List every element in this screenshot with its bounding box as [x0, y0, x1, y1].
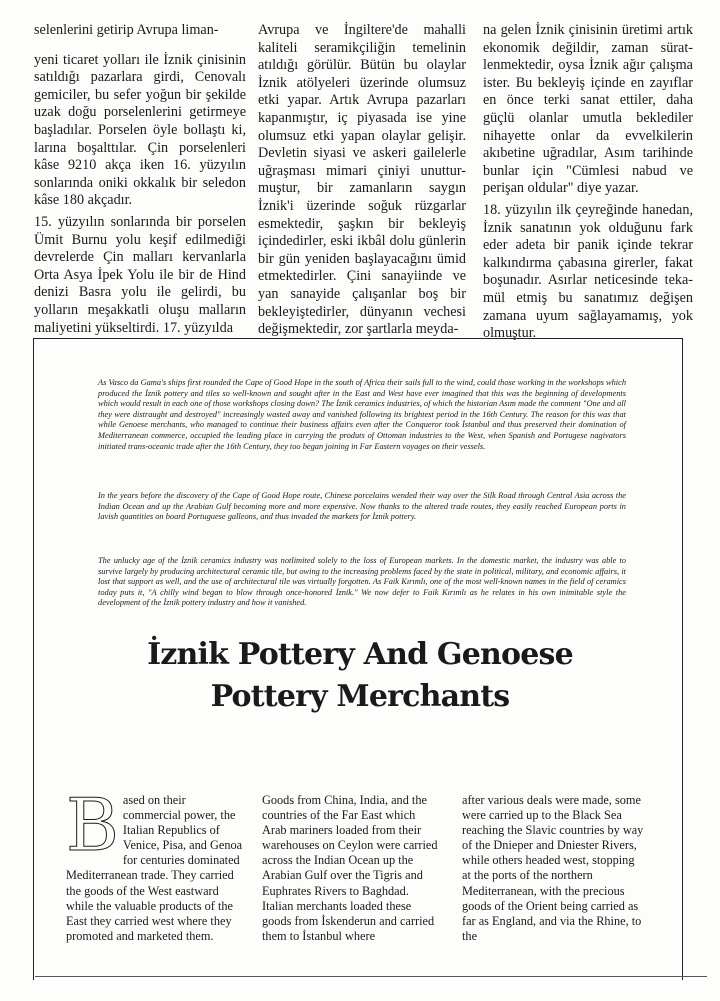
- paragraph: Goods from China, India, and the countries of the Far East which Arab mariners loaded from their warehouses on Ceylon were carried across the Indian Ocean up the Arabian Gulf over the Tigris and Euphrates Rivers to Baghdad. Italian merchants loaded these goods from İskenderun and carried them to İstanbul where: [262, 793, 438, 943]
- paragraph: 18. yüzyılın ilk çeyreğinde hanedan, İznik sanatının yok olduğunu fark eder adeta bir panik içinde tekrar kalkındırma çabasına girerler, fakat boşunadır. Asırlar neticesinde teka-mül etmiş bu sanatımız değişen zamana uyum sağlayamamış, yok olmuştur.: [483, 201, 693, 342]
- paragraph: after various deals were made, some were carried up to the Black Sea reaching the Slavic countries by way of the Dnieper and Dniester Rivers, while others headed west, stopping at the ports of the northern Mediterranean, with the precious goods of the Orient being carried as far as England, and via the Rhine, to the: [462, 793, 644, 943]
- english-column-1: [66, 783, 244, 968]
- turkish-column-1: [34, 22, 246, 336]
- paragraph-text: ased on their commercial power, the Italian Republics of Venice, Pisa, and Genoa for centuries dominated Mediterranean trade. They carried the goods of the West eastward while the valuable products of the East they carried west where they promoted and marketed them.: [66, 793, 243, 943]
- intro-paragraph-2: [98, 491, 626, 523]
- headline-line-2: Pottery Merchants: [210, 679, 510, 714]
- turkish-column-3: [483, 22, 693, 342]
- drop-cap: B: [66, 783, 119, 867]
- paragraph: yeni ticaret yolları ile İznik çinisinin satıldığı pazarlara girdi, Cenovalı gemiciler, bu sefer yoğun bir şekilde uzak doğu porselenlerini getirmeye başladılar. Porselen öyle bollaştı ki, larına boşalttılar. Çin porselenleri kâse 9210 akça iken 16. yüzyılın sonlarında oniki okkalık bir seledon kâse 180 akçadır.: [34, 51, 246, 209]
- paragraph: selenlerini getirip Avrupa liman-: [34, 22, 219, 38]
- intro-text: As Vasco da Gama's ships first rounded the Cape of Good Hope in the south of Africa their sails full to the wind, could those working in the workshops which produced the İznik pottery and tiles so well-known and sought after in the East and West have ever imagined that this was the beginning of developments which would result in each one of those workshops closing down? The İznik ceramics industries, of which the historian Asım made the comment "One and all they were distraught and destroyed" increasingly wasted away and vanished following its brightest period in the 16th Century. The reason for this was that while Genoese merchants, who managed to continue their business affairs even after the Conqueror took İstanbul and thus preserved their domination of Mediterranean commerce, occupied the leading place in carrying the produts of Ottoman industries to the West, when Spanish and Portugese nagivators initiated trans-oceanic trade after the 16th Century, they too began joining in Far Eastern voyages on their vessels.: [98, 378, 627, 451]
- paragraph: [66, 783, 244, 944]
- english-column-2: [262, 793, 442, 968]
- paragraph: Avrupa ve İngiltere'de mahalli kaliteli seramikçiliğin temelinin atıldığı görülür. Bütün bu olaylar İznik atölyeleri üzerinde olumsuz etki yapar. Artık Avrupa pazarları kapanmıştır, iç piyasada ise yine olumsuz etki yapan olaylar gelişir. Devletin siyasi ve askeri gailelerle uğraşması mimari çiniyi unuttur-muştur, bir zamanların saygın İznik'i üzerinde soğuk rüzgarlar esmektedir, şaşkın bir bekleyiş içindedirler, eski ikbâl dolu günlerin bir gün yeniden başlayacağını ümid etmektedirler. Çini sanayiinde ve yan sanayide çalışanlar boş bir bekleyiştedirler, dünyanın vechesi değişmektedir, zor şartlarla meyda-: [258, 22, 466, 338]
- intro-paragraph-1: [98, 378, 626, 452]
- article-headline: [140, 634, 580, 718]
- turkish-column-2: [258, 22, 466, 338]
- frame-divider: [35, 976, 707, 978]
- headline-line-1: İznik Pottery And Genoese: [147, 637, 573, 672]
- intro-text: The unlucky age of the İznik ceramics industry was notlimited solely to the loss of European markets. In the domestic market, the industry was able to survive largely by producing architectural ceramic tile, but owing to the increasing problems faced by the state in political, military, and economic affairs, it lost that support as well, and the use of architectural tile was virtually forgotten. As Faik Kırımlı, one of the most well-known names in the field of ceramics today puts it, "A chilly wind began to blow through once-honored İznik." We now defer to Faik Kırımlı as he relates in his own inimitable style the development of the İznik pottery industry and how it vanished.: [98, 556, 626, 608]
- paragraph: na gelen İznik çinisinin üretimi artık ekonomik değildir, zaman sürat-lenmektedir, oysa İznik ağır çalışma ister. Bu bekleyiş içinde en zayıflar en önce terki sanat ettiler, daha güçlü olanlar umutla beklediler nihayette onlar da evvelkilerin akıbetine uğradılar, Asım tarihinde bunlar için "Cümlesi nabud ve perişan oldular" diye yazar.: [483, 22, 693, 197]
- intro-text: In the years before the discovery of the Cape of Good Hope route, Chinese porcelains wended their way over the Silk Road through Central Asia across the Indian Ocean and up the Arabian Gulf becoming more and more expensive. Now thanks to the altered trade routes, they easily reached European ports in lavish quantities on board Portuguese galleons, and thus invaded the markets for İznik pottery.: [98, 491, 626, 522]
- english-column-3: [462, 793, 646, 968]
- intro-paragraph-3: [98, 556, 626, 609]
- paragraph: 15. yüzyılın sonlarında bir porselen Ümit Burnu yolu keşif edilmediği devrelerde Çin malları kervanlarla Orta Asya İpek Yolu ile bir de Hind denizi Basra yolu ile gelirdi, bu yolların meşakkatli oluşu malların maliyetini yükseltirdi. 17. yüzyılda: [34, 213, 246, 336]
